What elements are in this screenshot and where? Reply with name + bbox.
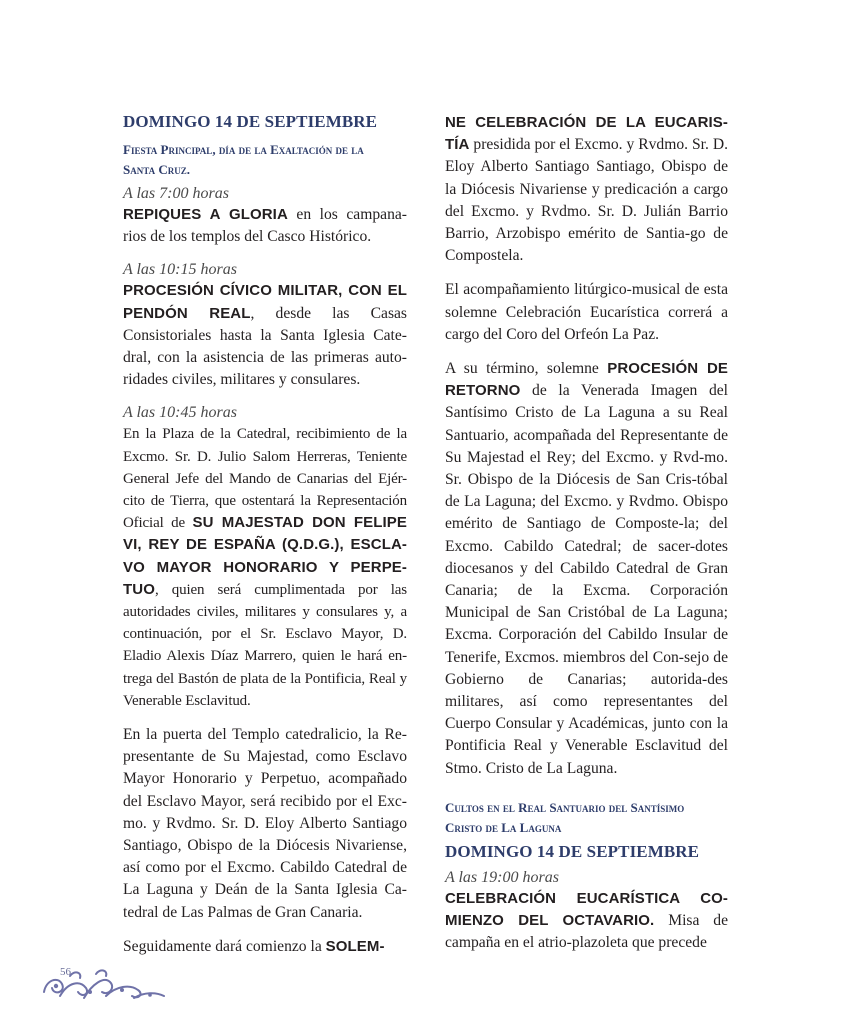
- left-time-1: A las 7:00 horas: [123, 185, 229, 202]
- left-p1-text: en los campana-rios de los templos del Casco Histórico.: [123, 206, 407, 246]
- right-p1-bold: NE CELEBRACIÓN DE LA EUCARIS-TÍA: [445, 114, 728, 154]
- left-p5-text: Seguidamente dará comienzo la: [123, 937, 326, 955]
- left-paragraph-5: [123, 936, 407, 958]
- right-p3-bold: PROCESIÓN DE RETORNO: [445, 360, 728, 400]
- left-p3-text-b: , quien será cumplimentada por las autoridades civiles, militares y consulares y, a continuación, por el Sr. Esclavo Mayor, D. Eladio Alexis Díaz Marrero, quien le hará en-trega del Bastón de plata de la Pontificia, Real y Venerable Esclavitud.: [123, 581, 407, 709]
- left-p1-bold: REPIQUES A GLORIA: [123, 206, 288, 223]
- right-subheading-line1: Cultos en el Real Santuario del Santísimo: [445, 799, 685, 815]
- left-time-3: A las 10:45 horas: [123, 404, 237, 422]
- right-section-heading: DOMINGO 14 DE SEPTIEMBRE: [445, 841, 700, 861]
- left-subheading-line2: Santa Cruz.: [123, 162, 190, 177]
- left-section-heading: DOMINGO 14 DE SEPTIEMBRE: [123, 112, 378, 131]
- left-paragraph-3: [123, 423, 407, 712]
- left-subheading-line1: Fiesta Principal, día de la Exaltación de la: [123, 142, 364, 157]
- left-p3-bold: SU MAJESTAD DON FELIPE VI, REY DE ESPAÑA (Q.D.G.), ESCLA-VO MAYOR HONORARIO Y PERPE-TUO: [123, 514, 407, 598]
- page-number: 56: [60, 966, 71, 978]
- right-p4-text: Misa de campaña en el atrio-plazoleta que precede: [445, 912, 728, 952]
- right-p3-text-b: de la Venerada Imagen del Santísimo Cristo de La Laguna a su Real Santuario, acompañada del Representante de Su Majestad el Rey; del Excmo. y Rvd-mo. Sr. Obispo de la Diócesis de San Cris-tóbal de La Laguna; del Excmo. y Rvdmo. Obispo emérito de Santiago de Composte-la; del Excmo. Cabildo Catedral; de sacer-dotes diocesanos y del Cabildo Catedral de Gran Canaria; de la Excma. Corporación Municipal de San Cristóbal de La Laguna; Excma. Corporación del Cabildo Insular de Tenerife, Excmos. miembros del Con-sejo de Gobierno de Canarias; autorida-des militares, así como representantes del Cuerpo Consular y Académicas, junto con la Pontificia Real y Venerable Esclavitud del Stmo. Cristo de La Laguna.: [445, 382, 728, 777]
- left-time-2: A las 10:15 horas: [123, 261, 237, 279]
- left-paragraph-4: En la puerta del Templo catedralicio, la Re-presentante de Su Majestad, como Esclavo Mayor Honorario y Perpetuo, acompañado del Esclavo Mayor, será recibido por el Exc-mo. y Rvdmo. Sr. D. Eloy Alberto Santiago Santiago, Obispo de la Diócesis Nivariense, así como por el Excmo. Cabildo Catedral de La Laguna y Deán de la Santa Iglesia Ca-tedral de Las Palmas de Gran Canaria.: [123, 726, 407, 921]
- left-subheading: [123, 140, 407, 180]
- right-time-1: A las 19:00 horas: [445, 868, 559, 886]
- left-paragraph-1: [123, 204, 407, 248]
- right-p4-bold: CELEBRACIÓN EUCARÍSTICA CO-MIENZO DEL OCTAVARIO.: [445, 889, 728, 930]
- left-p3-text-a: En la Plaza de la Catedral, recibimiento de la Excmo. Sr. D. Julio Salom Herreras, Teniente General Jefe del Mando de Canarias del Ejér-cito de Tierra, que ostentará la Representación Oficial de: [123, 426, 407, 532]
- left-p2-bold: PROCESIÓN CÍVICO MILITAR, CON EL PENDÓN REAL: [123, 282, 407, 322]
- right-p3-text-a: A su término, solemne: [445, 360, 608, 378]
- left-paragraph-2: [123, 280, 407, 391]
- right-p1-text: presidida por el Excmo. y Rvdmo. Sr. D. Eloy Alberto Santiago Santiago, Obispo de la Diócesis Nivariense y predicación a cargo del Excmo. y Rvdmo. Sr. D. Julián Barrio Barrio, Arzobispo emérito de Santia-go de Compostela.: [445, 136, 728, 265]
- right-column: [445, 112, 728, 955]
- left-p2-text: , desde las Casas Consistoriales hasta la Santa Iglesia Cate-dral, con la asistencia de las primeras auto-ridades civiles, militares y consulares.: [123, 304, 407, 389]
- right-paragraph-3: [445, 358, 728, 780]
- right-subheading: [445, 798, 728, 838]
- right-paragraph-1: [445, 112, 728, 267]
- right-paragraph-2: El acompañamiento litúrgico-musical de esta solemne Celebración Eucarística correrá a cargo del Coro del Orfeón La Paz.: [445, 281, 728, 343]
- right-paragraph-4: [445, 888, 728, 955]
- right-subheading-line2: Cristo de La Laguna: [445, 819, 562, 835]
- left-column: [123, 112, 407, 958]
- left-p5-bold: SOLEM-: [325, 937, 385, 955]
